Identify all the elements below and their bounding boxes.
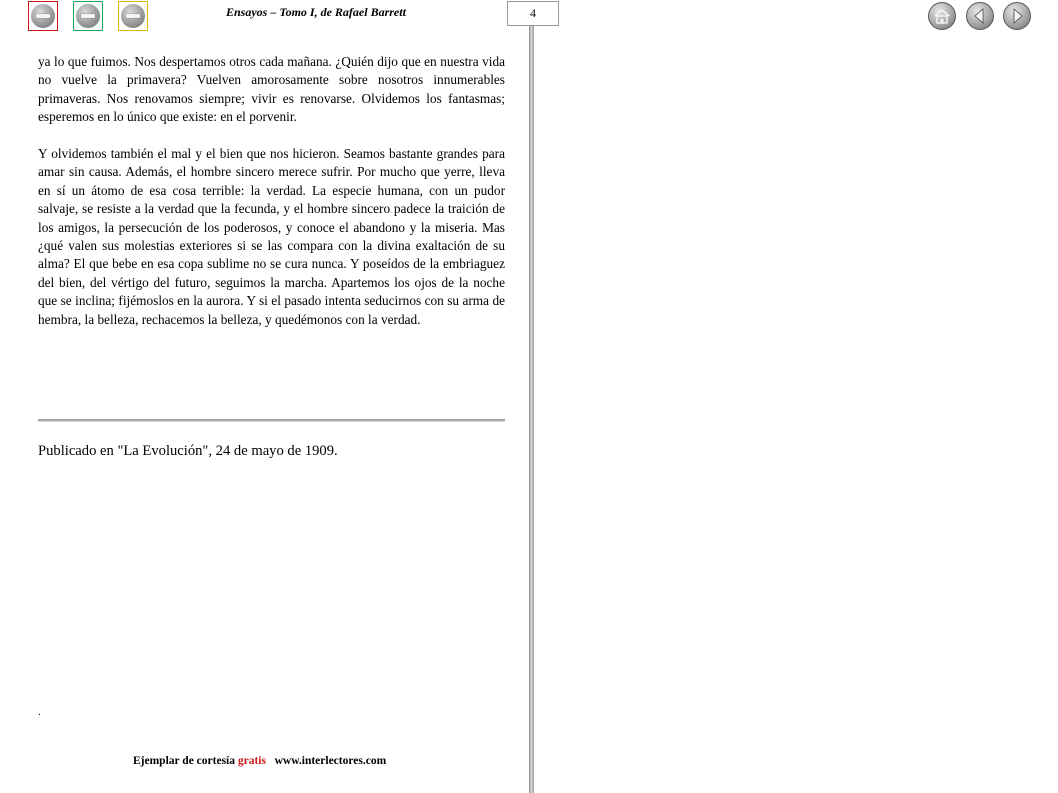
- arrow-right-icon: [1004, 3, 1030, 29]
- paragraph-1: ya lo que fuimos. Nos despertamos otros cada mañana. ¿Quién dijo que en nuestra vida no vuelve la primavera? Vuelven amorosamente sobre nosotros innumerables primaveras. Nos renovamos siempre; vivir es renovarse. Olvidemos los fantasmas; esperemos en lo único que existe: en el porvenir.: [38, 54, 505, 125]
- document-header-title: Ensayos – Tomo I, de Rafael Barrett: [226, 5, 406, 19]
- arrow-left-icon: [967, 3, 993, 29]
- end-dot: .: [38, 706, 41, 718]
- paragraph-2: Y olvidemos también el mal y el bien que nos hicieron. Seamos bastante grandes para amar sin causa. Además, el hombre sincero merece sufrir. Por mucho que yerre, lleva en sí un átomo de esa cosa terrible: la verdad. La especie humana, con un pudor salvaje, se resiste a la verdad que la fecunda, y el hombre sincero padece la traición de los amigos, la persecución de los poderosos, y conoce el abandono y la miseria. Mas ¿qué valen sus molestias exteriores si se las compara con la divina exaltación de su alma? El que bebe en esa copa sublime no se cura nunca. Y poseídos de la embriaguez del bien, del vértigo del futuro, seguimos la marcha. Apartemos los ojos de la noche que se inclina; fijémoslos en la aurora. Y si el pasado intenta seducirnos con su arma de hembra, la belleza, rechacemos la belleza, y quedémonos con la verdad.: [38, 146, 505, 327]
- toolbar-button-yellow[interactable]: [118, 1, 148, 31]
- footer-credit: [133, 755, 386, 767]
- footer-site[interactable]: www.interlectores.com: [265, 755, 387, 767]
- minus-icon: [31, 4, 55, 28]
- footer-gratis: gratis: [237, 755, 266, 767]
- page-divider: [529, 26, 534, 793]
- section-divider: [38, 419, 505, 422]
- home-icon: [929, 3, 955, 29]
- minus-icon: [76, 4, 100, 28]
- minus-icon: [121, 4, 145, 28]
- next-page-button[interactable]: [1003, 2, 1031, 30]
- toolbar-button-green[interactable]: [73, 1, 103, 31]
- previous-page-button[interactable]: [966, 2, 994, 30]
- home-button[interactable]: [928, 2, 956, 30]
- body-text: [38, 53, 505, 329]
- publication-note: Publicado en "La Evolución", 24 de mayo de 1909.: [38, 443, 338, 459]
- footer-prefix: Ejemplar de cortesía: [133, 755, 238, 767]
- page-number: 4: [507, 1, 559, 26]
- toolbar-button-red[interactable]: [28, 1, 58, 31]
